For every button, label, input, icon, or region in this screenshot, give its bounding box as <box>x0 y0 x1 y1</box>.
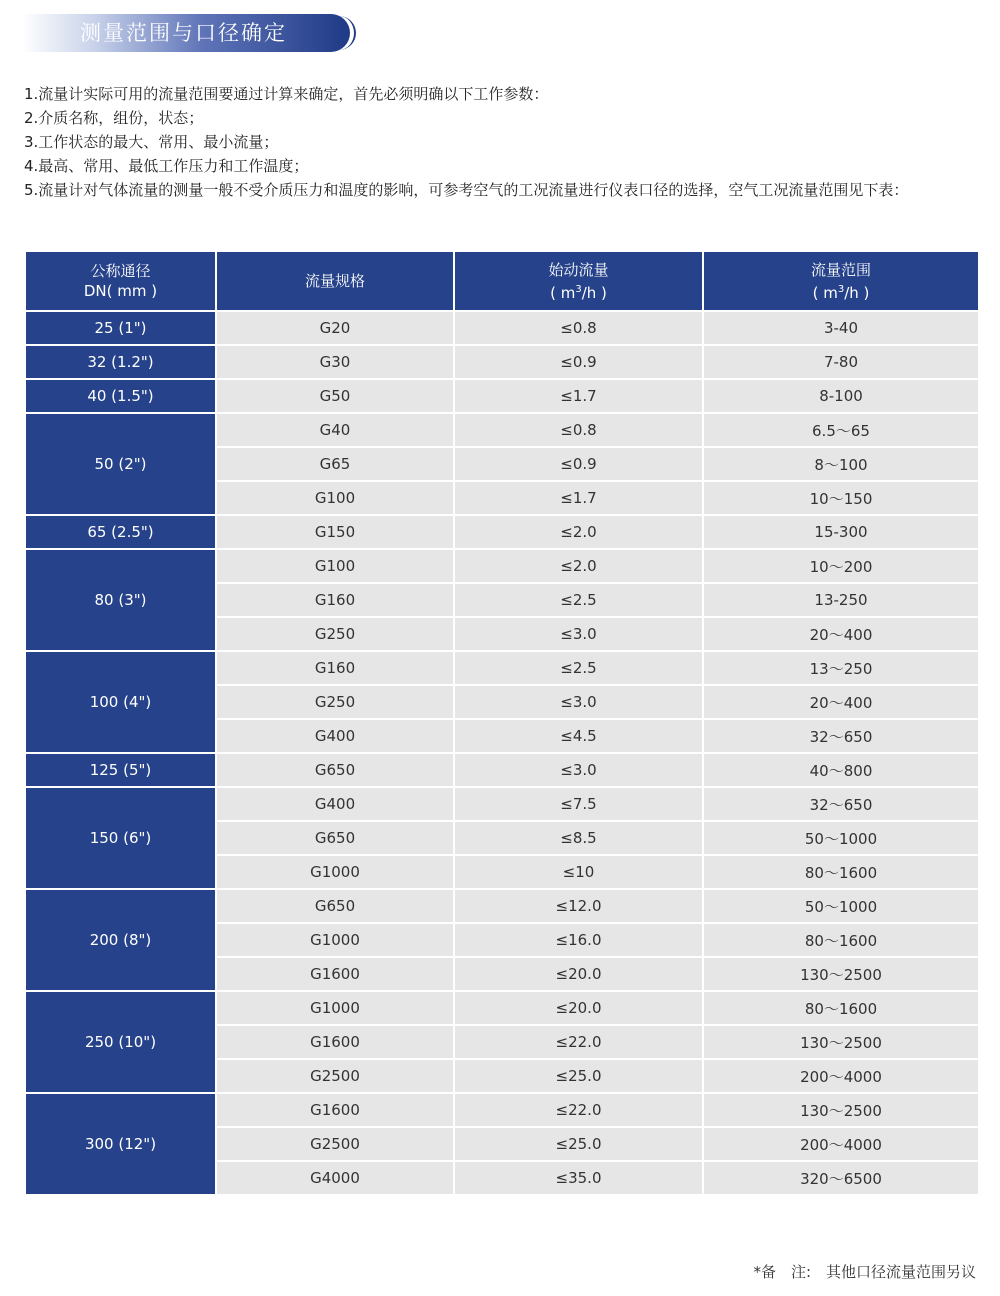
flow-range-cell: 7-80 <box>703 345 979 379</box>
start-flow-cell: ≤2.0 <box>454 549 703 583</box>
start-flow-cell: ≤12.0 <box>454 889 703 923</box>
flow-range-cell: 32～650 <box>703 787 979 821</box>
header-start-unit-suffix: /h ) <box>581 283 607 302</box>
start-flow-cell: ≤10 <box>454 855 703 889</box>
spec-cell: G4000 <box>216 1161 454 1195</box>
spec-cell: G1600 <box>216 1025 454 1059</box>
flow-range-cell: 130～2500 <box>703 957 979 991</box>
table-row <box>25 345 979 379</box>
header-range-unit-prefix: ( m <box>812 283 838 302</box>
start-flow-cell: ≤0.8 <box>454 413 703 447</box>
flow-range-cell: 20～400 <box>703 685 979 719</box>
spec-cell: G650 <box>216 753 454 787</box>
header-start-unit-prefix: ( m <box>550 283 576 302</box>
spec-cell: G250 <box>216 617 454 651</box>
flow-range-cell: 32～650 <box>703 719 979 753</box>
table-header-row <box>25 251 979 311</box>
start-flow-cell: ≤1.7 <box>454 481 703 515</box>
table-row <box>25 379 979 413</box>
spec-cell: G160 <box>216 651 454 685</box>
spec-cell: G400 <box>216 787 454 821</box>
start-flow-cell: ≤0.9 <box>454 447 703 481</box>
header-dn <box>25 251 216 311</box>
table-row <box>25 889 979 923</box>
flow-range-cell: 50～1000 <box>703 821 979 855</box>
dn-cell: 65 (2.5") <box>25 515 216 549</box>
intro-line: 2.介质名称，组份，状态； <box>24 109 204 127</box>
table-row <box>25 991 979 1025</box>
header-flow-range <box>703 251 979 311</box>
start-flow-cell: ≤7.5 <box>454 787 703 821</box>
flow-range-cell: 10～150 <box>703 481 979 515</box>
spec-cell: G400 <box>216 719 454 753</box>
spec-cell: G30 <box>216 345 454 379</box>
flow-range-cell: 80～1600 <box>703 855 979 889</box>
spec-cell: G1000 <box>216 991 454 1025</box>
table-row <box>25 549 979 583</box>
flow-range-cell: 13-250 <box>703 583 979 617</box>
dn-cell: 125 (5") <box>25 753 216 787</box>
dn-cell: 40 (1.5") <box>25 379 216 413</box>
header-start-label: 始动流量 <box>548 260 609 279</box>
start-flow-cell: ≤20.0 <box>454 957 703 991</box>
table-row <box>25 311 979 345</box>
start-flow-cell: ≤35.0 <box>454 1161 703 1195</box>
intro-line: 1.流量计实际可用的流量范围要通过计算来确定，首先必须明确以下工作参数： <box>24 85 549 103</box>
header-start-flow <box>454 251 703 311</box>
start-flow-cell: ≤4.5 <box>454 719 703 753</box>
spec-cell: G1600 <box>216 1093 454 1127</box>
dn-cell: 300 (12") <box>25 1093 216 1195</box>
start-flow-cell: ≤2.5 <box>454 583 703 617</box>
spec-cell: G1000 <box>216 923 454 957</box>
spec-cell: G250 <box>216 685 454 719</box>
spec-cell: G1000 <box>216 855 454 889</box>
start-flow-cell: ≤22.0 <box>454 1093 703 1127</box>
flow-range-cell: 15-300 <box>703 515 979 549</box>
flow-range-cell: 200～4000 <box>703 1059 979 1093</box>
header-range-unit-sup: 3 <box>837 283 845 295</box>
table-body <box>25 311 979 1195</box>
dn-cell: 32 (1.2") <box>25 345 216 379</box>
header-range-unit-suffix: /h ) <box>844 283 870 302</box>
start-flow-cell: ≤3.0 <box>454 753 703 787</box>
flow-range-cell: 20～400 <box>703 617 979 651</box>
spec-cell: G2500 <box>216 1127 454 1161</box>
start-flow-cell: ≤8.5 <box>454 821 703 855</box>
start-flow-cell: ≤0.9 <box>454 345 703 379</box>
table-row <box>25 651 979 685</box>
intro-text <box>24 82 984 202</box>
dn-cell: 150 (6") <box>25 787 216 889</box>
start-flow-cell: ≤25.0 <box>454 1127 703 1161</box>
intro-line: 3.工作状态的最大、常用、最小流量； <box>24 133 279 151</box>
spec-cell: G650 <box>216 889 454 923</box>
table-row <box>25 753 979 787</box>
spec-cell: G150 <box>216 515 454 549</box>
flow-range-cell: 80～1600 <box>703 991 979 1025</box>
flow-range-cell: 10～200 <box>703 549 979 583</box>
flow-range-cell: 8～100 <box>703 447 979 481</box>
start-flow-cell: ≤3.0 <box>454 617 703 651</box>
start-flow-cell: ≤25.0 <box>454 1059 703 1093</box>
flow-range-cell: 13～250 <box>703 651 979 685</box>
flow-range-cell: 50～1000 <box>703 889 979 923</box>
table-row <box>25 413 979 447</box>
flow-range-cell: 3-40 <box>703 311 979 345</box>
spec-cell: G1600 <box>216 957 454 991</box>
intro-line: 4.最高、常用、最低工作压力和工作温度； <box>24 157 309 175</box>
spec-cell: G100 <box>216 481 454 515</box>
flow-range-cell: 320～6500 <box>703 1161 979 1195</box>
page-title: 测量范围与口径确定 <box>80 21 287 45</box>
start-flow-cell: ≤1.7 <box>454 379 703 413</box>
start-flow-cell: ≤3.0 <box>454 685 703 719</box>
header-spec: 流量规格 <box>216 251 454 311</box>
flow-range-cell: 40～800 <box>703 753 979 787</box>
footnote: *备 注: 其他口径流量范围另议 <box>753 1263 976 1281</box>
dn-cell: 100 (4") <box>25 651 216 753</box>
flow-range-cell: 8-100 <box>703 379 979 413</box>
table-row <box>25 1093 979 1127</box>
start-flow-cell: ≤22.0 <box>454 1025 703 1059</box>
header-dn-label: 公称通径 <box>90 262 151 280</box>
header-dn-unit: DN( mm ) <box>83 282 158 300</box>
start-flow-cell: ≤2.0 <box>454 515 703 549</box>
dn-cell: 250 (10") <box>25 991 216 1093</box>
flow-range-cell: 6.5～65 <box>703 413 979 447</box>
start-flow-cell: ≤20.0 <box>454 991 703 1025</box>
spec-cell: G40 <box>216 413 454 447</box>
start-flow-cell: ≤2.5 <box>454 651 703 685</box>
dn-cell: 200 (8") <box>25 889 216 991</box>
flow-range-cell: 130～2500 <box>703 1025 979 1059</box>
spec-cell: G160 <box>216 583 454 617</box>
spec-cell: G65 <box>216 447 454 481</box>
flow-range-cell: 130～2500 <box>703 1093 979 1127</box>
flow-range-table <box>24 250 980 1196</box>
spec-cell: G2500 <box>216 1059 454 1093</box>
start-flow-cell: ≤0.8 <box>454 311 703 345</box>
table-row <box>25 515 979 549</box>
spec-cell: G50 <box>216 379 454 413</box>
spec-cell: G100 <box>216 549 454 583</box>
flow-range-cell: 200～4000 <box>703 1127 979 1161</box>
spec-cell: G650 <box>216 821 454 855</box>
dn-cell: 25 (1") <box>25 311 216 345</box>
header-start-unit-sup: 3 <box>575 283 582 295</box>
section-title-bar <box>22 14 350 52</box>
dn-cell: 80 (3") <box>25 549 216 651</box>
dn-cell: 50 (2") <box>25 413 216 515</box>
spec-cell: G20 <box>216 311 454 345</box>
table-row <box>25 787 979 821</box>
intro-line: 5.流量计对气体流量的测量一般不受介质压力和温度的影响，可参考空气的工况流量进行仪表口径的选择，空气工况流量范围见下表： <box>24 181 909 199</box>
flow-range-cell: 80～1600 <box>703 923 979 957</box>
header-range-label: 流量范围 <box>810 260 871 279</box>
start-flow-cell: ≤16.0 <box>454 923 703 957</box>
